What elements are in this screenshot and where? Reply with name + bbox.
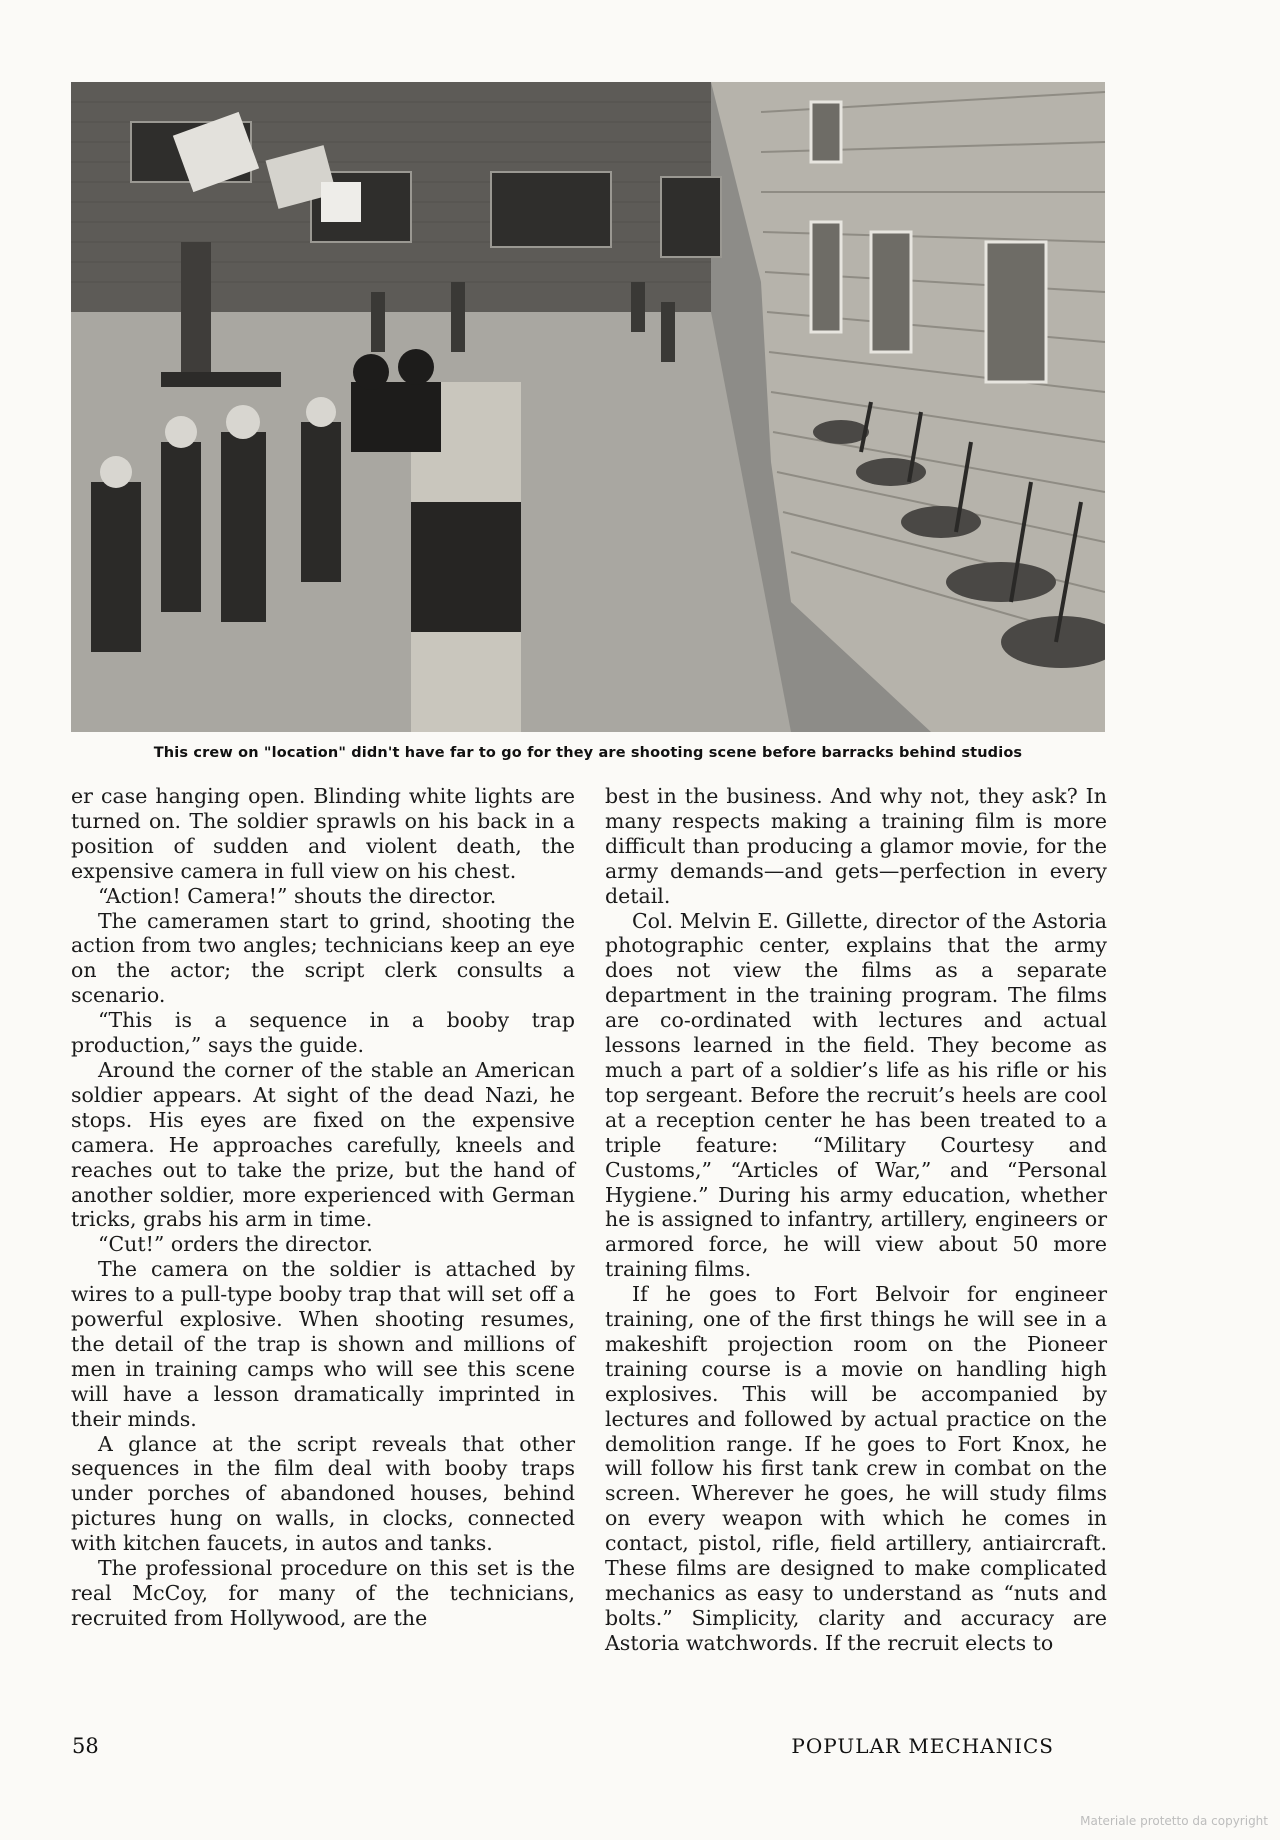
photo-illustration [71, 82, 1105, 732]
article-right-column [605, 784, 1107, 1656]
article-left-column [71, 784, 575, 1631]
paragraph-underlined: Col. Melvin E. Gillette, director of the Astoria photographic center, explains that the army does not view the films as a separate department in the training program. The films are co-ordinated with lectures and actual lessons learned in the field. They become as much a part of a soldier’s life as his rifle or his top sergeant. Before the recruit’s heels are cool at a reception center he has been treated to a triple feature: “Military Courtesy and Customs,” “Articles of War,” and “Personal Hygiene.” During his army education, whether he is assigned to infantry, artillery, engineers or armored force, he will view about 50 more training films. [605, 908, 1107, 1282]
photo-film-crew-barracks [71, 82, 1105, 732]
paragraph: The camera on the soldier is attached by wires to a pull-type booby trap that will set off a powerful explosive. When shooting resumes, the detail of the trap is shown and millions of men in training camps who will see this scene will have a lesson dramatically imprinted in their minds. [71, 1257, 575, 1431]
paragraph: er case hanging open. Blinding white lights are turned on. The soldier sprawls on his back in a position of sudden and violent death, the expensive camera in full view on his chest. [71, 784, 575, 883]
paragraph: The cameramen start to grind, shooting the action from two angles; technicians keep an eye on the actor; the script clerk consults a scenario. [71, 908, 575, 1008]
magazine-name: POPULAR MECHANICS [791, 1734, 1054, 1758]
paragraph: “Cut!” orders the director. [98, 1232, 373, 1257]
paragraph: “Action! Camera!” shouts the director. [98, 883, 497, 908]
paragraph: “This is a sequence in a booby trap production,” says the guide. [71, 1008, 575, 1058]
paragraph: If he goes to Fort Belvoir for engineer training, one of the first things he will see in a makeshift projection room on the Pioneer training course is a movie on handling high explosives. This will be accompanied by lectures and followed by actual practice on the demolition range. If he goes to Fort Knox, he will follow his first tank crew in combat on the screen. Wherever he goes, he will study films on every weapon with which he comes in contact, pistol, rifle, field artillery, antiaircraft. These films are designed to make complicated mechanics as easy to understand as “nuts and bolts.” Simplicity, clarity and accuracy are Astoria watchwords. If the recruit elects to [605, 1282, 1107, 1655]
copyright-watermark: Materiale protetto da copyright [1080, 1814, 1268, 1828]
paragraph: Around the corner of the stable an American soldier appears. At sight of the dead Nazi, he stops. His eyes are fixed on the expensive camera. He approaches carefully, kneels and reaches out to take the prize, but the hand of another soldier, more experienced with German tricks, grabs his arm in time. [71, 1057, 575, 1232]
page-number: 58 [72, 1734, 99, 1758]
paragraph: The professional procedure on this set is the real McCoy, for many of the technicians, recruited from Hollywood, are the [71, 1556, 575, 1630]
paragraph: best in the business. And why not, they ask? In many respects making a training film is more difficult than producing a glamor movie, for the army demands—and gets—perfection in every detail. [605, 784, 1107, 908]
paragraph: A glance at the script reveals that other sequences in the film deal with booby traps under porches of abandoned houses, behind pictures hung on walls, in clocks, connected with kitchen faucets, in autos and tanks. [71, 1431, 575, 1556]
photo-caption: This crew on "location" didn't have far to go for they are shooting scene before barracks behind studios [153, 745, 1023, 761]
